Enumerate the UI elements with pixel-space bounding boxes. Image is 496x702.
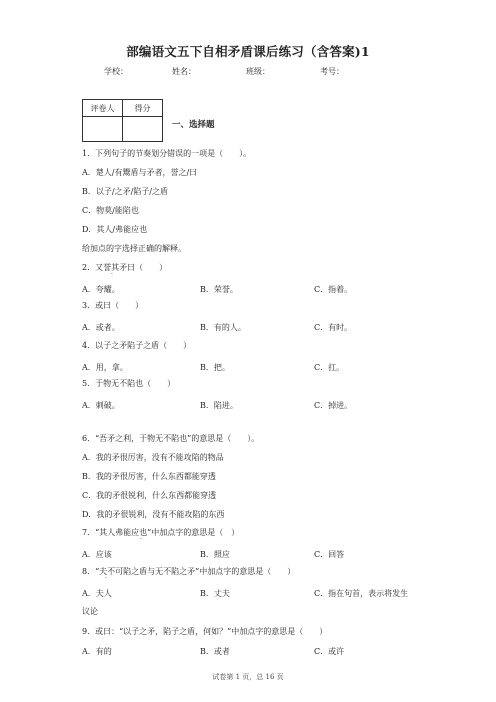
q1-option-a: A．楚人/有鬻盾与矛者，誉之/曰 <box>82 168 198 177</box>
q5-option-b: B．陷进。 <box>200 401 238 410</box>
q7-option-c: C．回答 <box>314 550 345 559</box>
score-cell <box>123 117 163 142</box>
grader-cell <box>83 117 123 142</box>
score-table <box>82 99 163 142</box>
q8-option-b: B．丈夫 <box>200 589 230 598</box>
instruction-text: 给加点的字选择正确的解释。 <box>82 244 186 253</box>
q6-option-a: A．我的矛很厉害，没有不能攻陷的物品 <box>82 453 224 462</box>
class-label: 班级： <box>246 67 270 76</box>
q9-stem: 9．或曰：“以子之矛，陷子之盾，何如？”中加点字的意思是（ ） <box>82 627 328 636</box>
q1-option-b: B．以子/之矛/陷子/之盾 <box>82 187 168 196</box>
q2-stem: 2．又誉其矛曰（ ） <box>82 263 168 272</box>
q1-stem: 1．下列句子的节奏划分错误的一项是（ ）。 <box>82 149 252 158</box>
q1-option-c: C．物莫/能陷也 <box>82 206 139 215</box>
school-label: 学校： <box>104 67 128 76</box>
number-label: 考号： <box>320 67 344 76</box>
q4-option-c: C．扛。 <box>314 363 345 372</box>
q6-option-d: D．我的矛很锐利，没有不能攻陷的东西 <box>82 510 225 519</box>
page-title: 部编语文五下自相矛盾课后练习（含答案)1 <box>126 44 370 59</box>
q3-stem: 3．或曰（ ） <box>82 301 144 310</box>
page-footer: 试卷第 1 页，总 16 页 <box>212 673 284 681</box>
q7-stem: 7．“其人弗能应也”中加点字的意思是（ ） <box>82 528 240 537</box>
q6-option-b: B．我的矛很厉害，什么东西都能穿透 <box>82 472 216 481</box>
q4-stem: 4．以子之矛陷子之盾（ ） <box>82 341 192 350</box>
q1-option-d: D．其人/弗能应也 <box>82 225 148 234</box>
q8-option-c-continued: 议论 <box>82 607 98 616</box>
q4-option-b: B．把。 <box>200 363 230 372</box>
q7-option-a: A．应该 <box>82 550 112 559</box>
emphasis-dot: · <box>140 536 142 543</box>
q3-option-c: C．有时。 <box>314 323 353 332</box>
q4-option-a: A．用，拿。 <box>82 363 128 372</box>
emphasis-dot: · <box>105 575 107 582</box>
q5-option-a: A．刺破。 <box>82 401 120 410</box>
q3-option-b: B．有的人。 <box>200 323 246 332</box>
q8-option-c: C．指在句首，表示将发生 <box>314 589 409 598</box>
q6-stem: 6．“吾矛之利，于物无不陷也”的意思是（ ）。 <box>82 434 260 443</box>
q8-stem: 8．“夫不可陷之盾与无不陷之矛”中加点字的意思是（ ） <box>82 567 296 576</box>
score-header: 得分 <box>123 100 163 117</box>
q2-option-b: B．荣誉。 <box>200 285 238 294</box>
q9-option-a: A．有的 <box>82 647 112 656</box>
q8-option-a: A．夫人 <box>82 589 112 598</box>
q2-option-c: C．指着。 <box>314 285 353 294</box>
q5-stem: 5．于物无不陷也（ ） <box>82 379 176 388</box>
section-heading: 一、选择题 <box>172 120 215 130</box>
q9-option-b: B．或者 <box>200 647 230 656</box>
q6-option-c: C．我的矛很锐利，什么东西都能穿透 <box>82 491 217 500</box>
q2-option-a: A．夸耀。 <box>82 285 120 294</box>
q7-option-b: B．照应 <box>200 550 230 559</box>
grader-header: 评卷人 <box>83 100 123 117</box>
q5-option-c: C．掉进。 <box>314 401 353 410</box>
q9-option-c: C．或许 <box>314 647 345 656</box>
name-label: 姓名： <box>172 67 196 76</box>
q3-option-a: A．或者。 <box>82 323 120 332</box>
emphasis-dot: · <box>111 271 113 278</box>
